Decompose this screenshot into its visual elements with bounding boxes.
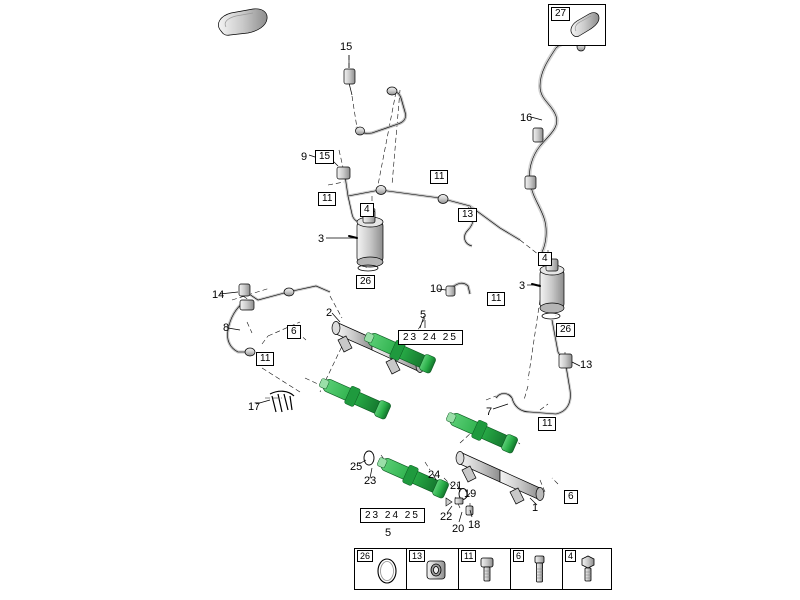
callout-13-a: 13: [458, 208, 477, 222]
callout-19: 19: [464, 488, 477, 500]
callout-6-a: 6: [287, 325, 301, 339]
callout-26-b: 26: [556, 323, 575, 337]
legend-strip: [354, 548, 612, 590]
fitting-10: [446, 283, 470, 296]
callout-group-23-24-25-a: 23 24 25: [398, 330, 463, 345]
callout-4-b: 4: [538, 252, 552, 266]
hose-sleeve-icon: [549, 5, 605, 45]
callout-group-23-24-25-b: 23 24 25: [360, 508, 425, 523]
callout-21: 21: [450, 480, 463, 492]
cover-part: [218, 9, 267, 35]
injector-green: [317, 373, 392, 420]
callout-10: 10: [430, 283, 443, 295]
callout-23-b: 23: [364, 475, 377, 487]
callout-1: 1: [532, 502, 539, 514]
callout-22: 22: [440, 511, 453, 523]
injector-green: [444, 407, 519, 454]
callout-2: 2: [326, 307, 333, 319]
callout-17: 17: [248, 401, 261, 413]
retaining-clip-17: [270, 391, 294, 412]
callout-8: 8: [223, 322, 230, 334]
callout-15-top: 15: [340, 41, 353, 53]
callout-4-a: 4: [360, 203, 374, 217]
callout-11-d: 11: [256, 352, 274, 366]
legend-item-11: [459, 549, 511, 589]
callout-24-b: 24: [428, 469, 441, 481]
legend-item-13: [407, 549, 459, 589]
callout-14: 14: [212, 289, 225, 301]
callout-13-b: 13: [580, 359, 593, 371]
legend-item-4: [563, 549, 613, 589]
callout-16: 16: [520, 112, 533, 124]
inset-27: [548, 4, 606, 46]
fuel-line-left-lower: [227, 284, 333, 356]
callout-7: 7: [486, 406, 493, 418]
callout-9: 9: [301, 151, 308, 163]
legend-num-13: 13: [409, 550, 425, 562]
callout-5-a: 5: [420, 309, 427, 321]
callout-15-boxed: 15: [315, 150, 334, 164]
legend-item-26: [355, 549, 407, 589]
callout-3-b: 3: [519, 280, 526, 292]
legend-item-6: [511, 549, 563, 589]
fuel-hose-right: [525, 42, 585, 252]
callout-11-a: 11: [318, 192, 336, 206]
callout-3-a: 3: [318, 233, 325, 245]
legend-num-6: 6: [513, 550, 524, 562]
callout-25-b: 25: [350, 461, 363, 473]
hp-pump-right: [532, 259, 564, 319]
legend-num-26: 26: [357, 550, 373, 562]
callout-20: 20: [452, 523, 465, 535]
callout-11-c: 11: [487, 292, 505, 306]
legend-num-4: 4: [565, 550, 576, 562]
callout-6-b: 6: [564, 490, 578, 504]
callout-26-a: 26: [356, 275, 375, 289]
callout-18: 18: [468, 519, 481, 531]
callout-11-b: 11: [430, 170, 448, 184]
legend-num-11: 11: [461, 550, 476, 562]
callout-27: 27: [551, 7, 570, 21]
callout-5-b: 5: [385, 527, 392, 539]
callout-11-e: 11: [538, 417, 556, 431]
